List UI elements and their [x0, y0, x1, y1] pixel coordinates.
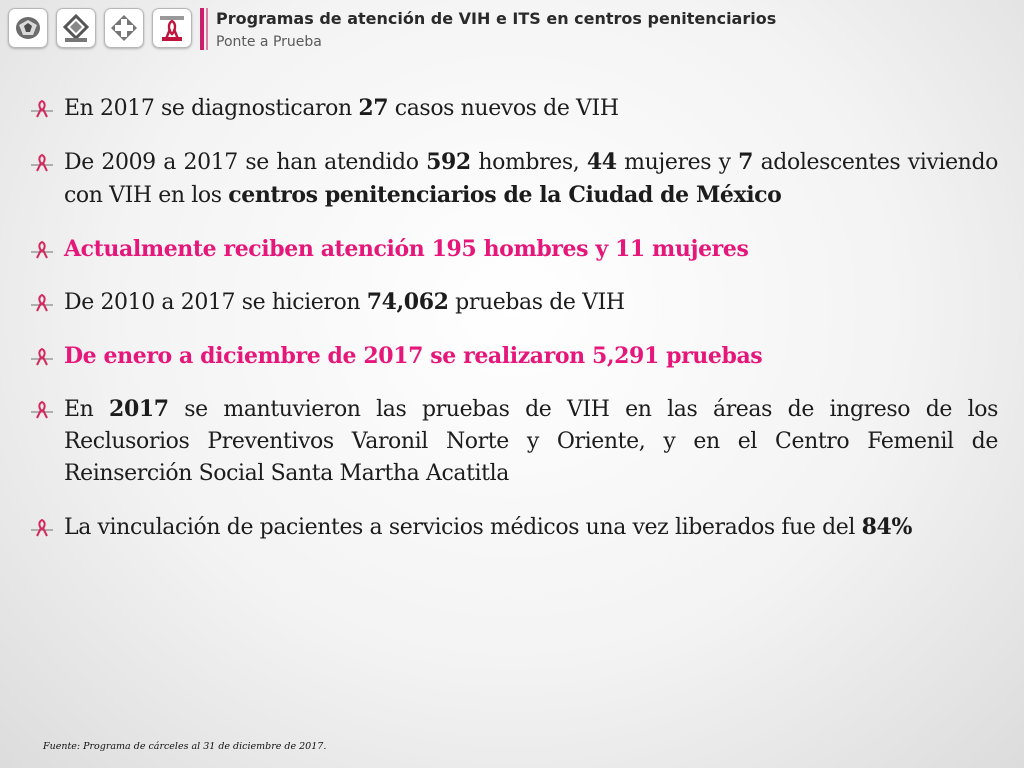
text-segment: En — [64, 397, 110, 422]
bullet-text — [64, 233, 998, 265]
text-segment: Actualmente reciben atención 195 hombres y 11 mujeres — [64, 236, 749, 262]
text-segment: En 2017 se diagnosticaron — [64, 96, 359, 121]
clinica-logo — [104, 8, 144, 48]
red-ribbon-icon — [30, 233, 64, 265]
bold-value: 74,062 — [366, 289, 449, 315]
text-segment: De 2010 a 2017 se hicieron — [64, 290, 367, 315]
text-segment: casos nuevos de VIH — [388, 96, 619, 121]
bullet-text — [64, 340, 998, 372]
bullet-item — [30, 92, 998, 125]
red-ribbon-icon — [30, 286, 64, 319]
text-segment: De enero a diciembre de 2017 se realizaron 5,291 pruebas — [64, 343, 763, 369]
red-ribbon-icon — [30, 340, 64, 372]
bullet-item — [30, 286, 998, 319]
bold-value: centros penitenciarios de la Ciudad de México — [228, 182, 782, 208]
bold-value: 44 — [586, 149, 617, 175]
bullet-item — [30, 340, 998, 372]
bold-value: 27 — [358, 95, 389, 121]
logo-bar — [8, 8, 192, 48]
bullet-item — [30, 393, 998, 490]
bold-value: 592 — [426, 149, 471, 175]
text-segment: La vinculación de pacientes a servicios médicos una vez liberados fue del — [64, 515, 862, 540]
bullet-text — [64, 92, 998, 125]
bold-value: 84% — [861, 514, 912, 540]
bold-value: 7 — [738, 149, 754, 175]
red-ribbon-icon — [30, 146, 64, 212]
cdmx-seal-logo — [8, 8, 48, 48]
page-title: Programas de atención de VIH e ITS en centros penitenciarios — [216, 9, 777, 28]
sedesa-logo — [56, 8, 96, 48]
bullet-text — [64, 511, 998, 544]
header-divider-thin — [206, 8, 208, 50]
bullet-text — [64, 286, 998, 319]
red-ribbon-icon — [30, 92, 64, 125]
text-segment: pruebas de VIH — [448, 290, 625, 315]
page-subtitle: Ponte a Prueba — [216, 34, 322, 50]
header-divider — [200, 8, 204, 50]
source-footnote: Fuente: Programa de cárceles al 31 de diciembre de 2017. — [43, 741, 327, 752]
condesa-logo — [152, 8, 192, 48]
bullet-text — [64, 146, 998, 212]
bullet-list — [30, 92, 998, 565]
text-segment: adolescentes viviendo con VIH en los — [64, 150, 998, 208]
bullet-text — [64, 393, 998, 490]
bullet-item — [30, 146, 998, 212]
bullet-item — [30, 233, 998, 265]
bullet-item — [30, 511, 998, 544]
text-segment: hombres, — [470, 150, 587, 175]
text-segment: mujeres y — [616, 150, 739, 175]
bold-value: 2017 — [109, 396, 169, 422]
red-ribbon-icon — [30, 393, 64, 490]
text-segment: De 2009 a 2017 se han atendido — [64, 150, 427, 175]
text-segment: se mantuvieron las pruebas de VIH en las áreas de ingreso de los Reclusorios Preventivos Varonil Norte y Oriente, y en el Centro Femenil de Reinserción Social Santa Martha Acatitla — [64, 397, 998, 486]
red-ribbon-icon — [30, 511, 64, 544]
